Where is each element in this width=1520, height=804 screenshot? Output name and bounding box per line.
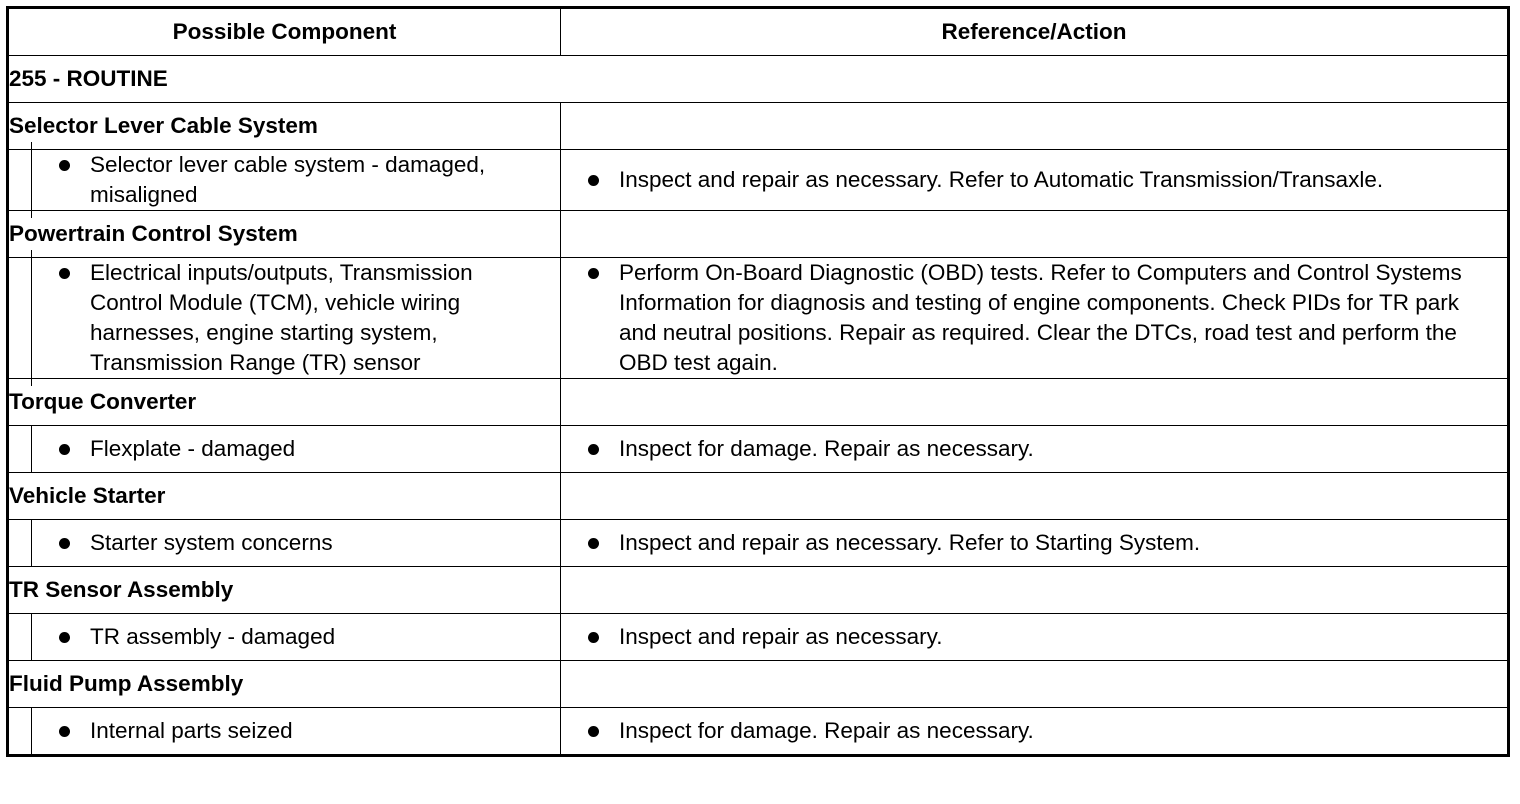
section-title-row bbox=[8, 379, 1509, 426]
bullet-icon bbox=[59, 444, 70, 455]
bullet-icon bbox=[59, 726, 70, 737]
action-cell bbox=[561, 614, 1509, 661]
section-title: TR Sensor Assembly bbox=[8, 567, 561, 614]
empty-cell bbox=[561, 661, 1509, 708]
bullet-icon bbox=[59, 268, 70, 279]
action-text: Inspect and repair as necessary. bbox=[619, 624, 943, 649]
section-title: Vehicle Starter bbox=[8, 473, 561, 520]
component-text: TR assembly - damaged bbox=[90, 624, 336, 649]
empty-cell bbox=[561, 211, 1509, 258]
component-cell bbox=[8, 258, 561, 379]
column-header-component: Possible Component bbox=[8, 8, 561, 56]
bullet-icon bbox=[588, 538, 599, 549]
component-cell bbox=[8, 614, 561, 661]
section-title: Powertrain Control System bbox=[8, 211, 561, 258]
action-text: Inspect and repair as necessary. Refer to Automatic Transmission/Transaxle. bbox=[619, 167, 1384, 192]
bullet-icon bbox=[59, 160, 70, 171]
component-text: Starter system concerns bbox=[90, 530, 333, 555]
section-title-row bbox=[8, 103, 1509, 150]
diagnostic-table bbox=[6, 6, 1510, 757]
action-text: Inspect for damage. Repair as necessary. bbox=[619, 718, 1034, 743]
action-cell bbox=[561, 150, 1509, 211]
action-cell bbox=[561, 708, 1509, 756]
table-row bbox=[8, 520, 1509, 567]
component-text: Internal parts seized bbox=[90, 718, 293, 743]
component-text: Electrical inputs/outputs, Transmission Control Module (TCM), vehicle wiring harnesses, engine starting system, Transmission Range (TR) sensor bbox=[90, 260, 473, 375]
empty-cell bbox=[561, 379, 1509, 426]
bullet-icon bbox=[59, 538, 70, 549]
routine-row bbox=[8, 56, 1509, 103]
action-cell bbox=[561, 426, 1509, 473]
table-row bbox=[8, 708, 1509, 756]
section-title: Torque Converter bbox=[8, 379, 561, 426]
component-cell bbox=[8, 150, 561, 211]
section-title-row bbox=[8, 661, 1509, 708]
component-cell bbox=[8, 426, 561, 473]
bullet-icon bbox=[588, 726, 599, 737]
component-text: Flexplate - damaged bbox=[90, 436, 296, 461]
table-row bbox=[8, 426, 1509, 473]
bullet-icon bbox=[588, 632, 599, 643]
bullet-icon bbox=[588, 175, 599, 186]
empty-cell bbox=[561, 567, 1509, 614]
table-row bbox=[8, 258, 1509, 379]
table-row bbox=[8, 150, 1509, 211]
section-title-row bbox=[8, 211, 1509, 258]
action-text: Inspect for damage. Repair as necessary. bbox=[619, 436, 1034, 461]
column-header-action: Reference/Action bbox=[561, 8, 1509, 56]
bullet-icon bbox=[588, 268, 599, 279]
action-cell bbox=[561, 520, 1509, 567]
section-title-row bbox=[8, 473, 1509, 520]
bullet-icon bbox=[59, 632, 70, 643]
routine-title: 255 - ROUTINE bbox=[8, 56, 1509, 103]
component-cell bbox=[8, 520, 561, 567]
empty-cell bbox=[561, 473, 1509, 520]
section-title: Selector Lever Cable System bbox=[8, 103, 561, 150]
empty-cell bbox=[561, 103, 1509, 150]
bullet-icon bbox=[588, 444, 599, 455]
table-row bbox=[8, 614, 1509, 661]
section-title-row bbox=[8, 567, 1509, 614]
component-text: Selector lever cable system - damaged, misaligned bbox=[90, 152, 486, 207]
header-row bbox=[8, 8, 1509, 56]
component-cell bbox=[8, 708, 561, 756]
section-title: Fluid Pump Assembly bbox=[8, 661, 561, 708]
action-text: Perform On-Board Diagnostic (OBD) tests. Refer to Computers and Control Systems Information for diagnosis and testing of engine components. Check PIDs for TR park and neutral positions. Repair as required. Clear the DTCs, road test and perform the OBD test again. bbox=[619, 260, 1462, 375]
action-cell bbox=[561, 258, 1509, 379]
action-text: Inspect and repair as necessary. Refer to Starting System. bbox=[619, 530, 1201, 555]
